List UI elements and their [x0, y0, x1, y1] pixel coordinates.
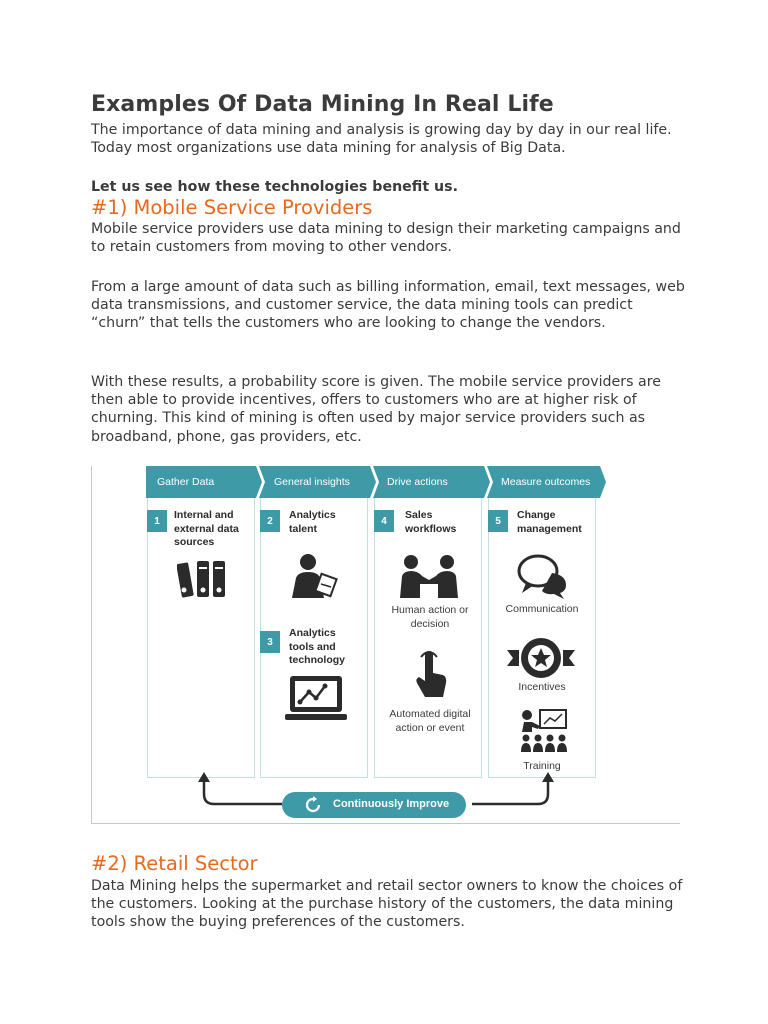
- step-3-badge: 3: [260, 631, 280, 653]
- caption-training: Training: [523, 760, 561, 772]
- step-2-badge: 2: [260, 510, 280, 532]
- intro-paragraph: The importance of data mining and analysis is growing day by day in our real life. Today most organizations use data mining for analysis of Big Data.: [91, 122, 672, 157]
- refresh-icon: [304, 796, 322, 814]
- speech-bubbles-icon: [516, 553, 570, 599]
- handshake-icon: [398, 554, 460, 600]
- caption-human-action: Human action or decision: [391, 604, 469, 630]
- analyst-icon: [290, 554, 340, 600]
- header-measure-outcomes: Measure outcomes: [501, 476, 591, 488]
- step-4-label: Sales workflows: [405, 509, 457, 535]
- section1-paragraph-1: Mobile service providers use data mining to design their marketing campaigns and to retain customers from moving to other vendors.: [91, 221, 681, 256]
- continuously-improve-label: Continuously Improve: [333, 798, 450, 810]
- continuously-improve-pill: [282, 792, 466, 818]
- caption-automated-action: Automated digital action or event: [389, 708, 471, 734]
- step-1-label: Internal and external data sources: [174, 509, 239, 548]
- step-5-badge: 5: [488, 510, 508, 532]
- section1-paragraph-3: With these results, a probability score is given. The mobile service providers are then able to provide incentives, offers to customers who are at higher risk of churning. This kind of mining is often used by major service providers such as broadband, phone, gas providers, etc.: [91, 374, 661, 445]
- laptop-chart-icon: [285, 674, 347, 722]
- caption-incentives: Incentives: [518, 681, 566, 693]
- step-2-label: Analytics talent: [289, 509, 336, 535]
- header-gather-data: Gather Data: [157, 476, 215, 488]
- column-drive-actions: [374, 496, 482, 778]
- caption-communication: Communication: [505, 603, 579, 615]
- step-5-label: Change management: [517, 509, 582, 535]
- section-heading-mobile: #1) Mobile Service Providers: [91, 196, 373, 219]
- step-4-badge: 4: [374, 510, 394, 532]
- page-title: Examples Of Data Mining In Real Life: [91, 92, 554, 117]
- lead-text: Let us see how these technologies benefit us.: [91, 179, 458, 195]
- data-mining-process-infographic: [91, 466, 680, 824]
- step-3-label: Analytics tools and technology: [289, 627, 346, 666]
- section1-paragraph-2: From a large amount of data such as billing information, email, text messages, web data transmissions, and customer service, the data mining tools can predict “churn” that tells the customers who are looking to change the vendors.: [91, 279, 685, 332]
- header-drive-actions: Drive actions: [387, 476, 448, 488]
- touch-hand-icon: [413, 649, 449, 701]
- section2-paragraph-1: Data Mining helps the supermarket and retail sector owners to know the choices of the customers. Looking at the purchase history of the customers, the data mining tools show the buying preferences of the customers.: [91, 878, 683, 931]
- binders-icon: [177, 557, 229, 599]
- badge-star-icon: [507, 636, 575, 680]
- training-icon: [520, 708, 568, 754]
- step-1-badge: 1: [147, 510, 167, 532]
- header-general-insights: General insights: [274, 476, 350, 488]
- section-heading-retail: #2) Retail Sector: [91, 852, 258, 875]
